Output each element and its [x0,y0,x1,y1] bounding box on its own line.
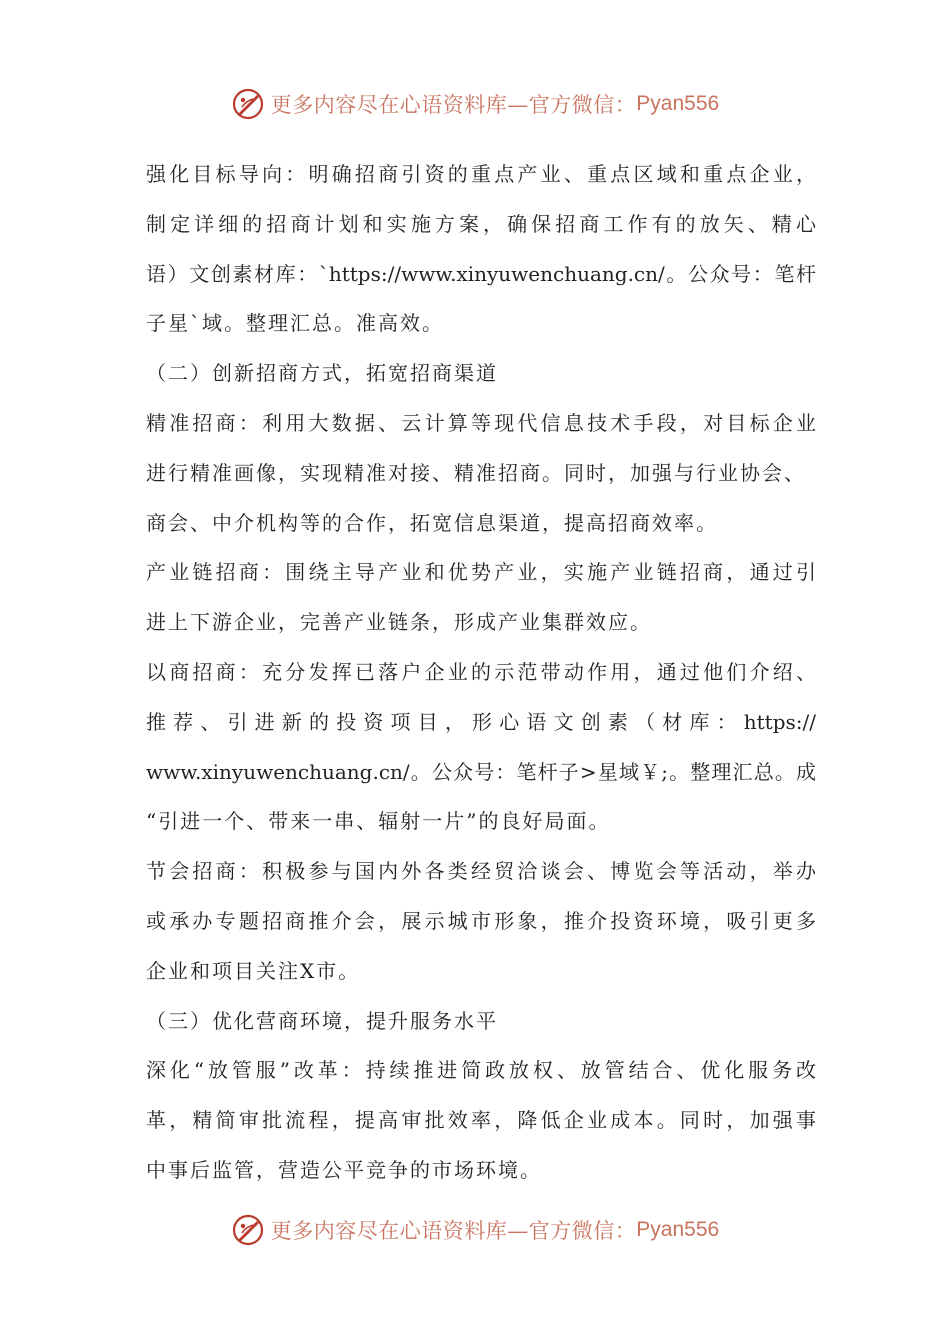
section-heading: （二）创新招商方式，拓宽招商渠道 [146,361,498,386]
watermark-wechat-id: Pyan556 [636,92,720,115]
paragraph-line: “引进一个、带来一串、辐射一片”的良好局面。 [146,809,611,834]
paragraph-line: 以商招商：充分发挥已落户企业的示范带动作用，通过他们介绍、 [146,659,816,684]
paragraph-line: 强化目标导向：明确招商引资的重点产业、重点区域和重点企业， [146,162,816,186]
paragraph-line: 精准招商：利用大数据、云计算等现代信息技术手段，对目标企业 [146,410,816,435]
watermark-text: 更多内容尽在心语资料库—官方微信： [270,1219,637,1243]
paragraph-line: 节会招商：积极参与国内外各类经贸洽谈会、博览会等活动，举办 [146,859,816,884]
paragraph-line: 革，精简审批流程，提高审批效率，降低企业成本。同时，加强事 [146,1108,816,1133]
paragraph-line: 企业和项目关注X市。 [146,958,361,983]
section-heading: （三）优化营商环境，提升服务水平 [146,1008,498,1033]
paragraph-line: 进上下游企业，完善产业链条，形成产业集群效应。 [146,610,652,635]
paragraph-line: 子星`域。整理汇总。准高效。 [146,311,444,336]
pen-logo-icon [231,1213,265,1247]
pen-logo-icon [231,87,265,121]
paragraph-line: 推荐、引进新的投资项目，形心语文创素（材库：https:// [146,709,816,734]
paragraph-line: 或承办专题招商推介会，展示城市形象，推介投资环境，吸引更多 [146,908,816,933]
paragraph-line: 产业链招商：围绕主导产业和优势产业，实施产业链招商，通过引 [146,560,816,585]
paragraph-line: 语）文创素材库：`https://www.xinyuwenchuang.cn/。公众号：笔杆 [146,261,816,286]
paragraph-line: 中事后监管，营造公平竞争的市场环境。 [146,1157,542,1182]
header-watermark [0,84,950,124]
paragraph-line: 进行精准画像，实现精准对接、精准招商。同时，加强与行业协会、 [146,460,806,485]
paragraph-line: 商会、中介机构等的合作，拓宽信息渠道，提高招商效率。 [146,510,718,535]
paragraph-line: www.xinyuwenchuang.cn/。公众号：笔杆子>星域￥;。整理汇总。成 [146,759,816,784]
paragraph-line: 制定详细的招商计划和实施方案，确保招商工作有的放矢、精心 [146,211,816,236]
watermark-wechat-id: Pyan556 [636,1218,720,1241]
watermark-text: 更多内容尽在心语资料库—官方微信： [270,93,637,117]
document-body [146,150,816,1196]
paragraph-line: 深化“放管服”改革：持续推进简政放权、放管结合、优化服务改 [146,1058,816,1083]
footer-watermark [0,1210,950,1250]
